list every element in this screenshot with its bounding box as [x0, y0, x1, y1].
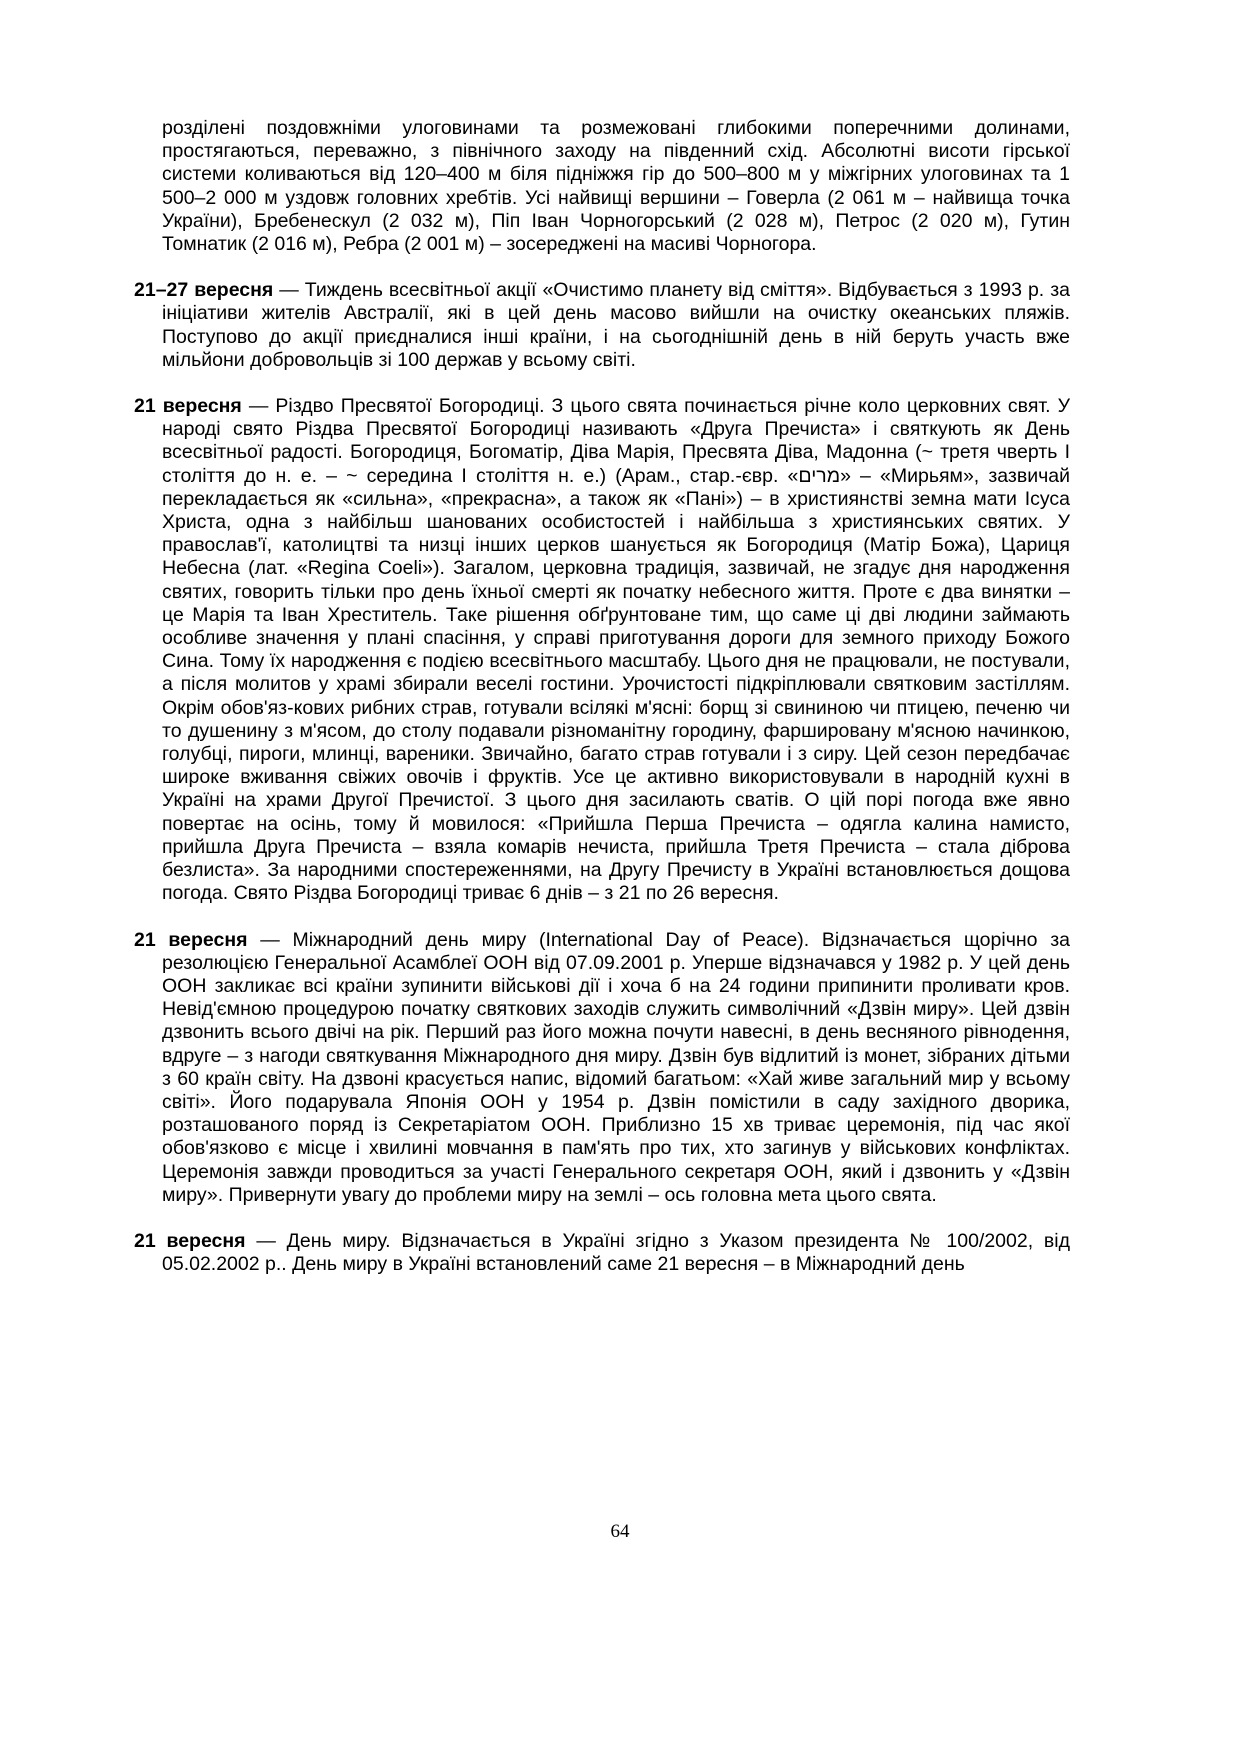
entry-text: — Різдво Пресвятої Богородиці. З цього свята починається річне коло церковних свят. У народі свято Різдва Пресвятої Богородиці називають «Друга Пречиста» і святкують як День всесвітньої радості. Богородиця, Богоматір, Діва Марія, Пресвята Діва, Мадонна (~ третя чверть I століття до н. е. – ~ середина I століття н. е.) (Арам., стар.-євр. «מרים» – «Мирьям», зазвичай перекладається як «сильна», «прекрасна», а також як «Пані») – в християнстві земна мати Ісуса Христа, одна з найбільш шанованих особистостей і найбільша з християнських святих. У православ'ї, католицтві та низці інших церков шанується як Богородиця (Матір Божа), Цариця Небесна (лат. «Regina Coeli»). Загалом, церковна традиція, зазвичай, не згадує дня народження святих, говорить тільки про день їхньої смерті як початку небесного життя. Проте є два винятки – це Марія та Іван Хреститель. Таке рішення обґрунтоване тим, що саме ці дві людини займають особливе значення у плані спасіння, у справі приготування дороги для земного приходу Божого Сина. Тому їх народження є подією всесвітнього масштабу. Цього дня не працювали, не постували, а після молитов у храмі збирали веселі гостини. Урочистості підкріплювали святковим застіллям. Окрім обов'яз-кових рибних страв, готували всілякі м'ясні: борщ зі свининою чи птицею, печеню чи то душенину з м'ясом, до столу подавали різноманітну городину, фаршировану м'ясною начинкою, голубці, пироги, млинці, вареники. Звичайно, багато страв готували і з сиру. Цей сезон передбачає широке вживання свіжих овочів і фруктів. Усе це активно використовували в народній кухні в Україні на храми Другої Пречистої. З цього дня засилають сватів. О цій порі погода вже явно повертає на осінь, тому й мовилося: «Прийшла Перша Пречиста – одягла калина намисто, прийшла Друга Пречиста – взяла комарів нечиста, прийшла Третя Пречиста – стала діброва безлиста». За народними спостереженнями, на Другу Пречисту в Україні встановлюється дощова погода. Свято Різдва Богородиці триває 6 днів – з 21 по 26 вересня.: [162, 395, 1071, 905]
page-body: [134, 117, 1070, 1276]
entry-cleanup-week: [134, 279, 1070, 372]
entry-date: 21 вересня: [134, 1229, 246, 1252]
entry-peace-day-ukraine: [134, 1230, 1070, 1276]
entry-date: 21 вересня: [134, 395, 242, 418]
entry-date: 21 вересня: [134, 928, 248, 951]
entry-text: — Тиждень всесвітньої акції «Очистимо планету від сміття». Відбувається з 1993 р. за ініціативи жителів Австралії, які в цей день масово вийшли на очистку океанських пляжів. Поступово до акції приєдналися інші країни, і на сьогоднішній день в ній беруть участь вже мільйони добровольців зі 100 держав у всьому світі.: [162, 279, 1070, 371]
page-number: 64: [610, 1521, 630, 1542]
intro-paragraph: розділені поздовжніми улоговинами та розмежовані глибокими поперечними долинами, простягаються, переважно, з північного заходу на південний схід. Абсолютні висоти гірської системи коливаються від 120–400 м біля підніжжя гір до 500–800 м у міжгірних улоговинах та 1 500–2 000 м уздовж головних хребтів. Усі найвищі вершини – Говерла (2 061 м – найвища точка України), Бребенескул (2 032 м), Піп Іван Чорногорський (2 028 м), Петрос (2 020 м), Гутин Томнатик (2 016 м), Ребра (2 001 м) – зосереджені на масиві Чорногора.: [162, 117, 1070, 256]
entry-international-peace-day: [134, 929, 1070, 1207]
entry-nativity-theotokos: [134, 395, 1070, 905]
entry-date: 21–27 вересня: [134, 279, 274, 302]
entry-text: — День миру. Відзначається в Україні згідно з Указом президента № 100/2002, від 05.02.2002 р.. День миру в Україні встановлений саме 21 вересня – в Міжнародний день: [162, 1229, 1070, 1276]
entry-text: — Міжнародний день миру (International Day of Peace). Відзначається щорічно за резолюцією Генеральної Асамблеї ООН від 07.09.2001 р. Уперше відзначався у 1982 р. У цей день ООН закликає всі країни зупинити військові дії і хоча б на 24 години припинити проливати кров. Невід'ємною процедурою початку святкових заходів служить символічний «Дзвін миру». Цей дзвін дзвонить всього двічі на рік. Перший раз його можна почути навесні, в день весняного рівнодення, вдруге – з нагоди святкування Міжнародного дня миру. Дзвін був відлитий із монет, зібраних дітьми з 60 країн світу. На дзвоні красується напис, відомий багатьом: «Хай живе загальний мир у всьому світі». Його подарувала Японія ООН у 1954 р. Дзвін помістили в саду західного дворика, розташованого поряд із Секретаріатом ООН. Приблизно 15 хв триває церемонія, під час якої обов'язково є місце і хвилині мовчання в пам'ять про тих, хто загинув у військових конфліктах. Церемонія завжди проводиться за участі Генерального секретаря ООН, який і дзвонить у «Дзвін миру». Привернути увагу до проблеми миру на землі – ось головна мета цього свята.: [162, 928, 1070, 1206]
